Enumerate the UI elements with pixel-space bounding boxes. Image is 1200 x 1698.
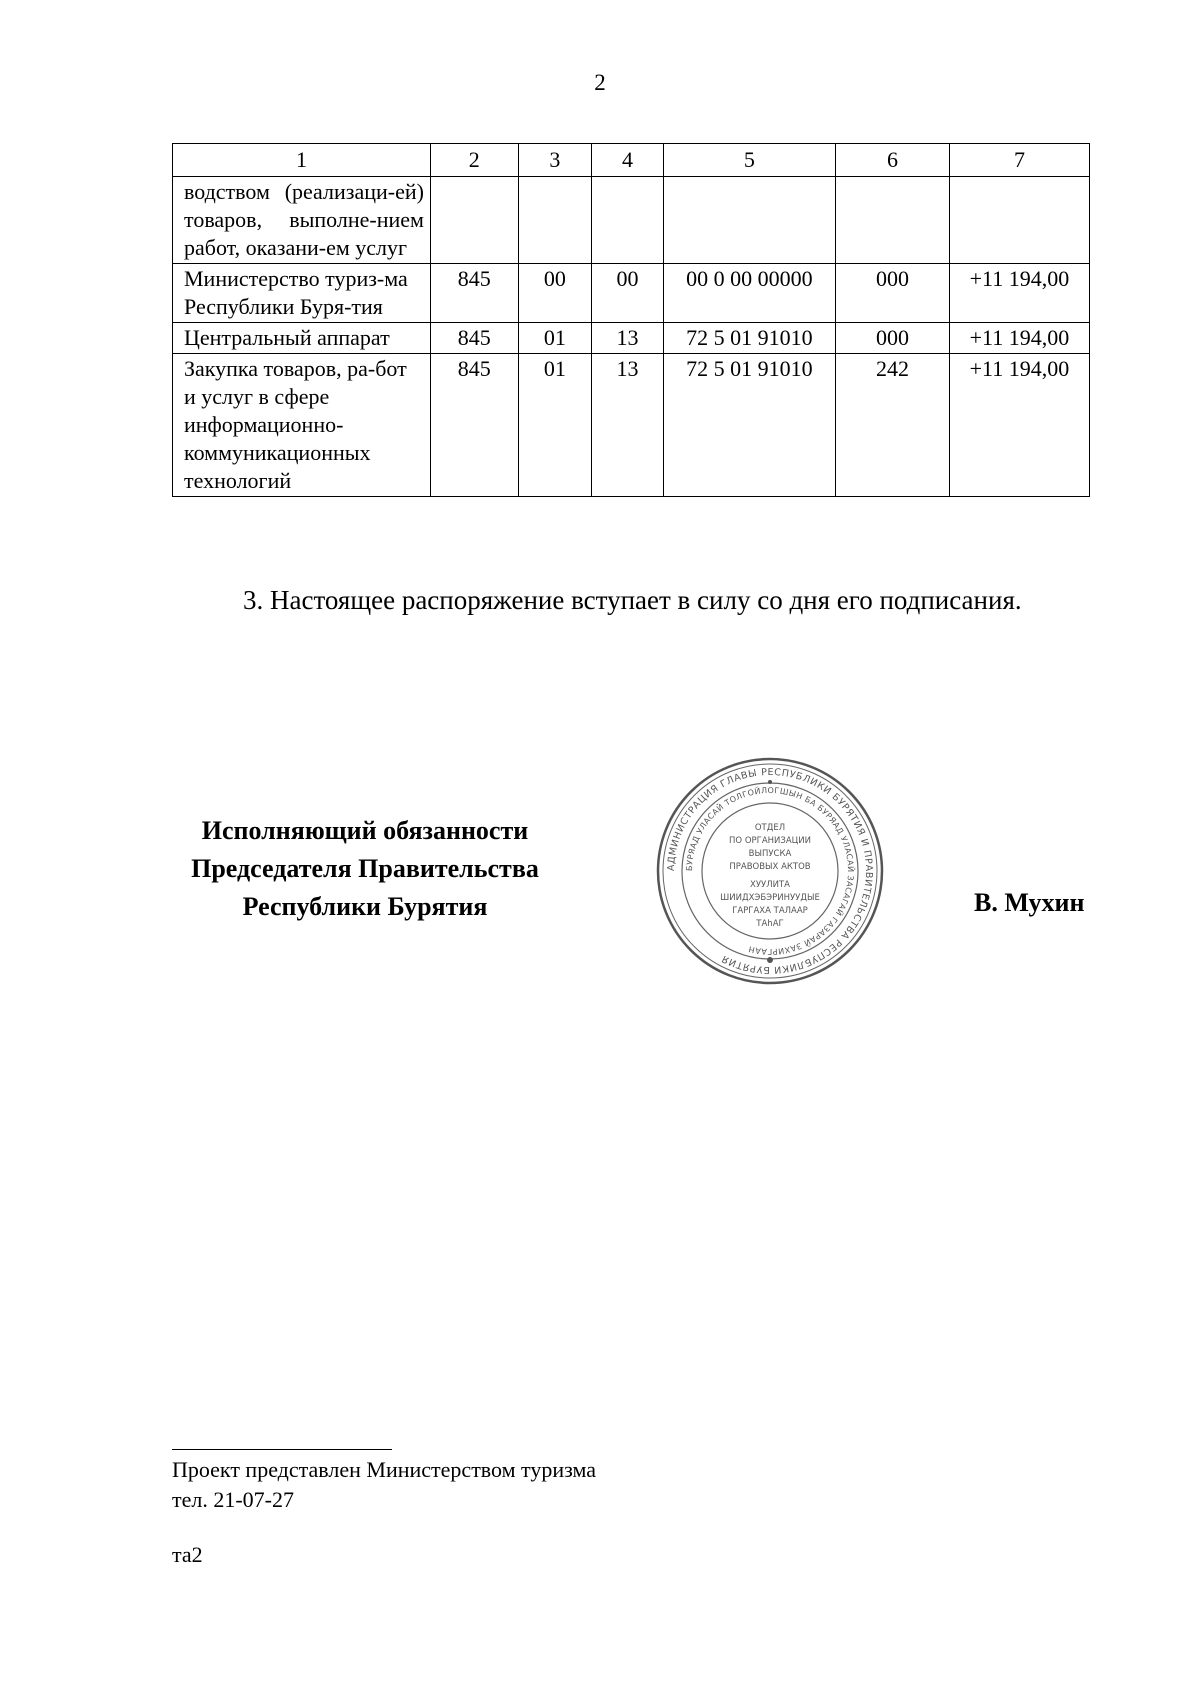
clause-3: 3. Настоящее распоряжение вступает в силу со дня его подписания. — [243, 585, 1022, 615]
table-row — [173, 264, 1090, 323]
table-cell: 13 — [592, 323, 664, 354]
table-header-cell: 6 — [836, 144, 950, 177]
table-cell — [430, 177, 518, 264]
table-cell: 845 — [430, 323, 518, 354]
footnote — [172, 1455, 596, 1515]
page-number: 2 — [594, 70, 606, 95]
table-header-cell: 1 — [173, 144, 431, 177]
table-header-cell: 5 — [663, 144, 835, 177]
table-cell: 845 — [430, 264, 518, 323]
signatory-line: Исполняющий обязанности — [201, 816, 529, 845]
signatory-title — [165, 812, 565, 926]
table-cell: водством (реализаци-ей) товаров, выполне-нием работ, оказани-ем услуг — [173, 177, 431, 264]
seal-center-line: ПРАВОВЫХ АКТОВ — [729, 862, 811, 872]
table-cell — [836, 177, 950, 264]
table-cell: 242 — [836, 354, 950, 497]
budget-table — [172, 143, 1090, 497]
seal-outer-text: АДМИНИСТРАЦИЯ ГЛАВЫ РЕСПУБЛИКИ БУРЯТИЯ И ПРАВИТЕЛЬСТВА РЕСПУБЛИКИ БУРЯТИЯ — [665, 766, 875, 976]
table-cell: Центральный аппарат — [173, 323, 431, 354]
table-cell — [518, 177, 592, 264]
table-row — [173, 354, 1090, 497]
table-cell: 01 — [518, 323, 592, 354]
table-cell: +11 194,00 — [949, 264, 1089, 323]
seal-center-line: ГАРГАХА ТАЛААР — [732, 906, 808, 916]
footnote-divider — [172, 1449, 392, 1450]
table-cell — [592, 177, 664, 264]
table-header-cell: 3 — [518, 144, 592, 177]
table-cell: 00 — [592, 264, 664, 323]
table-cell — [949, 177, 1089, 264]
seal-center-line: ШИИДХЭБЭРИНУУДЫЕ — [720, 893, 820, 903]
table-header-cell: 7 — [949, 144, 1089, 177]
table-cell: 13 — [592, 354, 664, 497]
seal-center-line: ОТДЕЛ — [754, 823, 786, 833]
table-header-row — [173, 144, 1090, 177]
seal-center-line: ПО ОРГАНИЗАЦИИ — [729, 836, 811, 846]
footnote-line: Проект представлен Министерством туризма — [172, 1457, 597, 1482]
table-cell: Закупка товаров, ра-бот и услуг в сфере информационно-коммуникационных технологий — [173, 354, 431, 497]
table-cell: +11 194,00 — [949, 354, 1089, 497]
table-cell: 72 5 01 91010 — [663, 323, 835, 354]
table-cell: 845 — [430, 354, 518, 497]
table-cell: 000 — [836, 323, 950, 354]
signatory-line: Председателя Правительства — [191, 854, 539, 883]
seal-center-line: ТАһАГ — [756, 919, 784, 929]
signatory-line: Республики Бурятия — [242, 892, 488, 921]
table-header-cell: 4 — [592, 144, 664, 177]
table-row — [173, 177, 1090, 264]
table-cell: 72 5 01 91010 — [663, 354, 835, 497]
seal-inner-text: БУРЯАД УЛАСАЙ ТОЛГОЙЛОГШЫН БА БУРЯАД УЛАСАЙ ЗАСАГАЙ ГАЗАРАЙ ЗАХИРГААН — [684, 785, 856, 957]
table-row — [173, 323, 1090, 354]
table-cell — [663, 177, 835, 264]
footnote-line: тел. 21-07-27 — [172, 1487, 295, 1512]
table-cell: 00 — [518, 264, 592, 323]
table-cell: Министерство туриз-ма Республики Буря-тия — [173, 264, 431, 323]
table-cell: 000 — [836, 264, 950, 323]
table-cell: 01 — [518, 354, 592, 497]
seal-center-line: ХУУЛИТА — [750, 880, 790, 890]
table-header-cell: 2 — [430, 144, 518, 177]
official-seal — [653, 754, 887, 988]
table-cell: 00 0 00 00000 — [663, 264, 835, 323]
seal-center-line: ВЫПУСКА — [748, 849, 792, 859]
signer-name: В. Мухин — [974, 888, 1085, 917]
table-cell: +11 194,00 — [949, 323, 1089, 354]
document-code: та2 — [172, 1542, 203, 1567]
